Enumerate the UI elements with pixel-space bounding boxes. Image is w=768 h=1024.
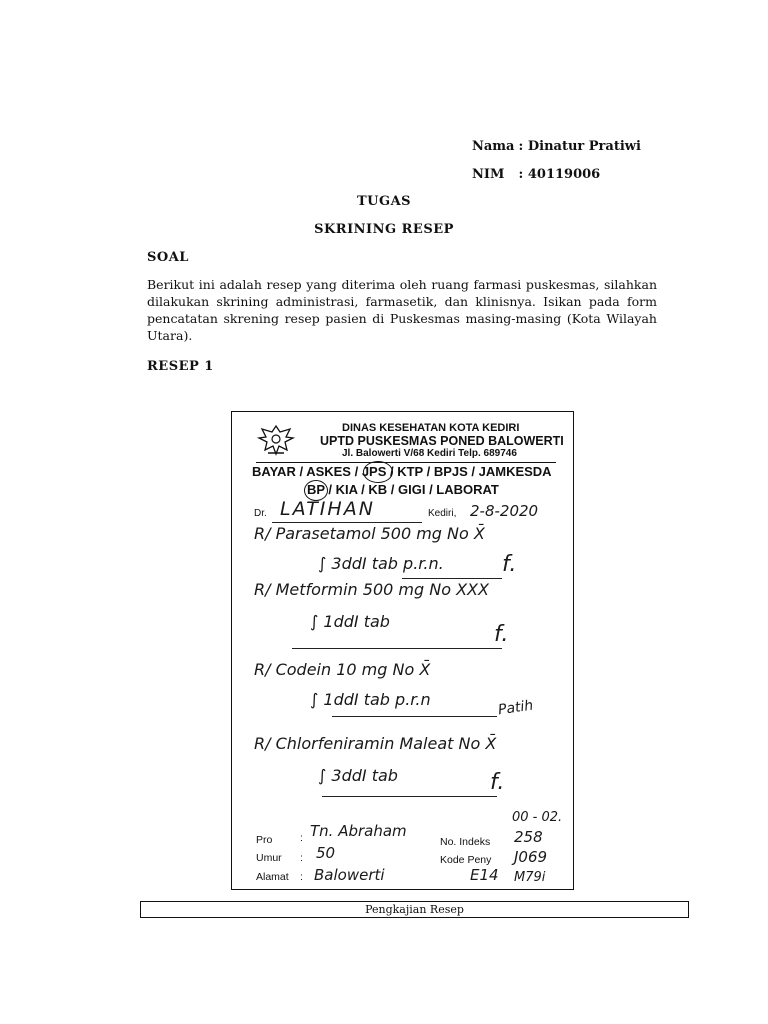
resep-heading: RESEP 1 — [147, 359, 214, 374]
rx-line-1 — [402, 578, 502, 579]
nim-value: : 40119006 — [518, 167, 601, 182]
kode-value-2: E14 — [470, 866, 499, 884]
umur-label: Umur — [256, 852, 282, 864]
payment-options-2: BP / KIA / KB / GIGI / LABORAT — [307, 482, 499, 497]
kode-value-3: M79i — [514, 870, 546, 885]
rx-sig-1: ∫ 3ddI tab p.r.n. — [318, 554, 444, 573]
page-subtitle: SKRINING RESEP — [314, 222, 454, 237]
pro-label: Pro — [256, 834, 273, 846]
alamat-label: Alamat — [256, 871, 289, 883]
indeks-top: 00 - 02. — [512, 810, 563, 825]
rx-item-2: R/ Metformin 500 mg No XXX — [254, 580, 489, 599]
nim-label: NIM — [472, 167, 505, 182]
rx-sig-3: ∫ 1ddI tab p.r.n — [310, 690, 431, 709]
circle-mark-jps — [363, 461, 393, 483]
page-title: TUGAS — [356, 194, 412, 209]
rx-paraf-3: Patih — [497, 697, 535, 719]
soal-text: Berikut ini adalah resep yang diterima oleh ruang farmasi puskesmas, silahkan dilakukan skrining administrasi, farmasetik, dan klinisnya. Isikan pada form pencatatan skrening resep pasien di Puskesmas masing-masing (Kota Wilayah Utara). — [147, 277, 657, 343]
rx-line-3 — [332, 716, 497, 717]
rx-paraf-2: f. — [494, 622, 509, 647]
kode-value-1: J069 — [514, 848, 548, 866]
rx-paraf-4: f. — [490, 770, 505, 795]
indeks-value: 258 — [514, 828, 543, 846]
dr-label: Dr. — [254, 508, 267, 519]
rx-line-4 — [322, 796, 497, 797]
payment-options-1: BAYAR / ASKES / JPS / KTP / BPJS / JAMKESDA — [252, 464, 552, 479]
kop-divider — [256, 462, 556, 463]
rx-paraf-1: f. — [502, 552, 517, 577]
kediri-label: Kediri, — [428, 508, 457, 519]
nama-row — [472, 139, 641, 154]
rx-line-2 — [292, 648, 502, 649]
garuda-emblem-icon — [256, 420, 296, 460]
rx-sig-4: ∫ 3ddI tab — [318, 766, 398, 785]
rx-item-3: R/ Codein 10 mg No X̄ — [254, 660, 431, 679]
alamat-colon: : — [300, 871, 303, 883]
pro-value: Tn. Abraham — [310, 822, 407, 840]
dr-name: LATIHAN — [280, 498, 375, 520]
umur-colon: : — [300, 852, 303, 864]
rx-item-1: R/ Parasetamol 500 mg No X̄ — [254, 524, 485, 543]
table-header-pengkajian: Pengkajian Resep — [140, 901, 689, 918]
dr-underline — [272, 522, 422, 523]
umur-value: 50 — [316, 844, 336, 862]
pro-colon: : — [300, 832, 303, 844]
prescription-image — [231, 411, 574, 890]
indeks-label: No. Indeks — [440, 836, 491, 848]
kop-dinas: DINAS KESEHATAN KOTA KEDIRI — [342, 422, 520, 434]
nama-label: Nama — [472, 139, 515, 154]
alamat-value: Balowerti — [314, 866, 385, 884]
prescription-date: 2-8-2020 — [470, 502, 539, 520]
nim-row — [472, 167, 600, 182]
rx-item-4: R/ Chlorfeniramin Maleat No X̄ — [254, 734, 497, 753]
nama-value: : Dinatur Pratiwi — [518, 139, 641, 154]
kode-label: Kode Peny — [440, 854, 492, 866]
kop-uptd: UPTD PUSKESMAS PONED BALOWERTI — [320, 434, 564, 448]
soal-heading: SOAL — [147, 250, 189, 265]
kop-alamat: Jl. Balowerti V/68 Kediri Telp. 689746 — [342, 448, 517, 459]
rx-sig-2: ∫ 1ddI tab — [310, 612, 390, 631]
